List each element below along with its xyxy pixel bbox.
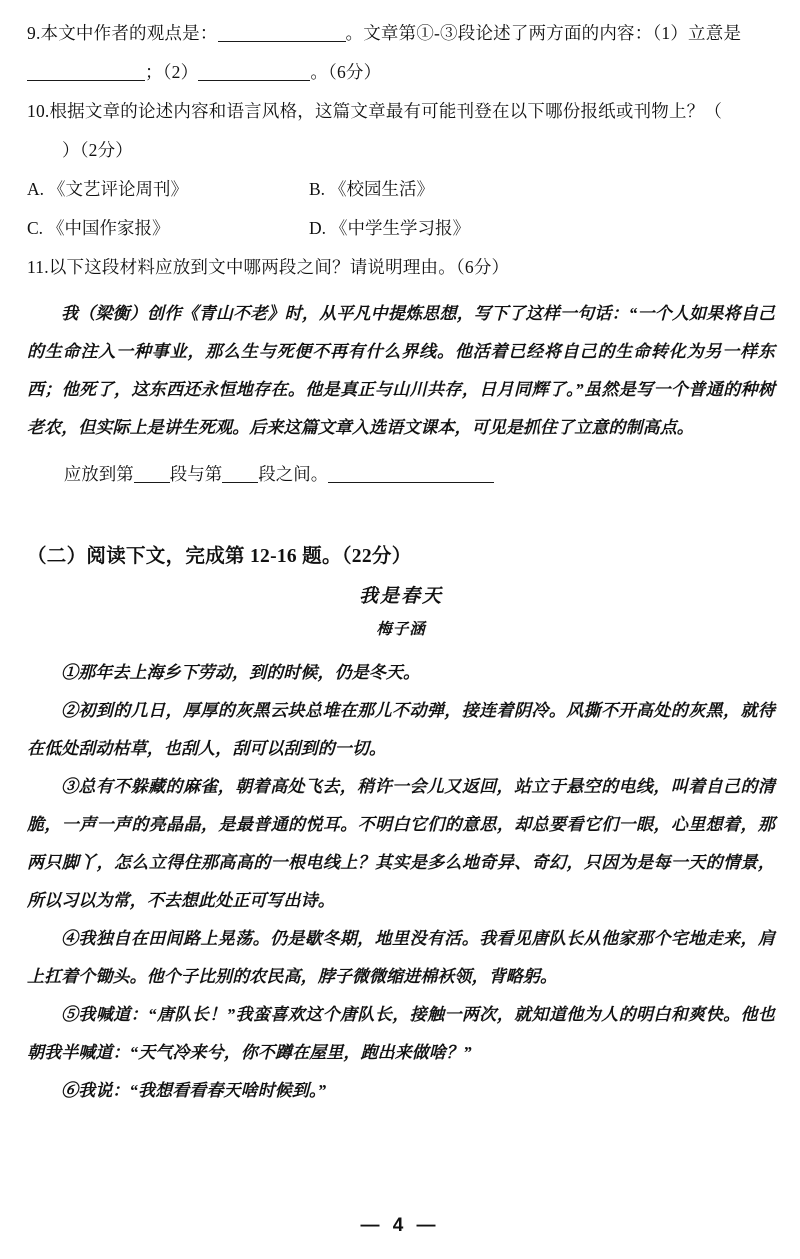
option-a-label: 《文艺评论周刊》 <box>48 179 189 199</box>
question-10-stem-line-2: ）（2分） <box>62 140 133 160</box>
option-row-cd <box>27 209 775 248</box>
page-content <box>27 14 775 1110</box>
article-paragraph-2: ②初到的几日，厚厚的灰黑云块总堆在那儿不动弹，接连着阴冷。风撕不开高处的灰黑，就待在低处刮动枯草，也刮人，刮可以刮到的一切。 <box>27 701 775 758</box>
question-9-text-a: 本文中作者的观点是： <box>40 23 218 43</box>
question-10-options <box>27 170 775 248</box>
article-paragraph-4: ④我独自在田间路上晃荡。仍是歇冬期，地里没有活。我看见唐队长从他家那个宅地走来，肩上扛着个锄头。他个子比别的农民高，脖子微微缩进棉袄领，背略躬。 <box>27 929 775 986</box>
article-paragraph-5: ⑤我喊道：“唐队长！”我蛮喜欢这个唐队长，接触一两次，就知道他为人的明白和爽快。他也朝我半喊道：“天气冷来兮，你不蹲在屋里，跑出来做啥？” <box>27 1005 775 1062</box>
option-b[interactable] <box>309 170 775 209</box>
option-c[interactable] <box>27 209 309 248</box>
question-9-text-b: 。文章第①-③段论述了两方面的内容：（1）立意是 <box>345 23 742 43</box>
spacer-before-material <box>27 287 775 295</box>
option-c-letter: C. <box>27 218 44 238</box>
answer-suffix: 段之间。 <box>258 464 329 484</box>
answer-prefix: 应放到第 <box>63 464 134 484</box>
question-11-stem-text: 以下这段材料应放到文中哪两段之间？请说明理由。（6分） <box>48 257 510 277</box>
question-9-line-2 <box>27 53 775 92</box>
option-d-label: 《中学生学习报》 <box>330 218 471 238</box>
question-11-blank-reason[interactable] <box>328 482 494 483</box>
article-paragraph-6: ⑥我说：“我想看看春天啥时候到。” <box>61 1081 327 1100</box>
question-11-stem <box>27 248 775 287</box>
article-title: 我是春天 <box>358 586 443 607</box>
option-a[interactable] <box>27 170 309 209</box>
spacer-before-body <box>27 646 775 654</box>
question-10-stem-line-1 <box>27 92 775 131</box>
option-b-label: 《校园生活》 <box>329 179 435 199</box>
article-paragraph-3: ③总有不躲藏的麻雀，朝着高处飞去，稍许一会儿又返回，站立于悬空的电线，叫着自己的清脆，一声一声的亮晶晶，是最普通的悦耳。不明白它们的意思，却总要看它们一眼，心里想着，那两只脚丫，怎么立得住那高高的一根电线上？其实是多么地奇异、奇幻，只因为是每一天的情景，所以习以为常，不去想此处正可写出诗。 <box>27 777 775 910</box>
question-9 <box>27 14 775 92</box>
question-9-blank-3[interactable] <box>198 80 310 81</box>
question-10-number: 10. <box>27 101 50 121</box>
article-author: 梅子涵 <box>376 621 426 638</box>
question-9-text-c: ；（2） <box>145 62 199 82</box>
option-c-label: 《中国作家报》 <box>47 218 170 238</box>
question-11-blank-paragraph-2[interactable] <box>222 482 258 483</box>
question-11-blank-paragraph-1[interactable] <box>134 482 170 483</box>
answer-middle: 段与第 <box>169 464 223 484</box>
option-d-letter: D. <box>309 218 327 238</box>
question-9-blank-2[interactable] <box>27 80 145 81</box>
option-b-letter: B. <box>309 179 326 199</box>
question-11-answer-line <box>64 455 775 494</box>
question-10-stem-a: 根据文章的论述内容和语言风格，这篇文章最有可能刊登在以下哪份报纸或刊物上？（ <box>49 101 723 121</box>
question-9-blank-1[interactable] <box>218 41 346 42</box>
page-number: — 4 — <box>360 1215 440 1236</box>
option-d[interactable] <box>309 209 775 248</box>
question-9-number: 9. <box>27 23 41 43</box>
spacer-after-material <box>27 447 775 455</box>
question-9-line-1 <box>27 14 775 53</box>
spacer-before-section-2 <box>27 494 775 540</box>
question-9-text-d: 。（6分） <box>310 62 382 82</box>
question-11-number: 11. <box>27 257 49 277</box>
section-2-heading: （二）阅读下文，完成第 12-16 题。（22分） <box>27 546 412 567</box>
question-10 <box>27 92 775 170</box>
question-11 <box>27 248 775 287</box>
option-row-ab <box>27 170 775 209</box>
article-paragraph-1: ①那年去上海乡下劳动，到的时候，仍是冬天。 <box>61 663 421 682</box>
option-a-letter: A. <box>27 179 45 199</box>
question-11-material: 我（梁衡）创作《青山不老》时，从平凡中提炼思想，写下了这样一句话：“一个人如果将自己的生命注入一种事业，那么生与死便不再有什么界线。他活着已经将自己的生命转化为另一样东西；他死了，这东西还永恒地存在。他是真正与山川共存，日月同辉了。”虽然是写一个普通的种树老农，但实际上是讲生死观。后来这篇文章入选语文课本，可见是抓住了立意的制高点。 <box>27 304 775 437</box>
